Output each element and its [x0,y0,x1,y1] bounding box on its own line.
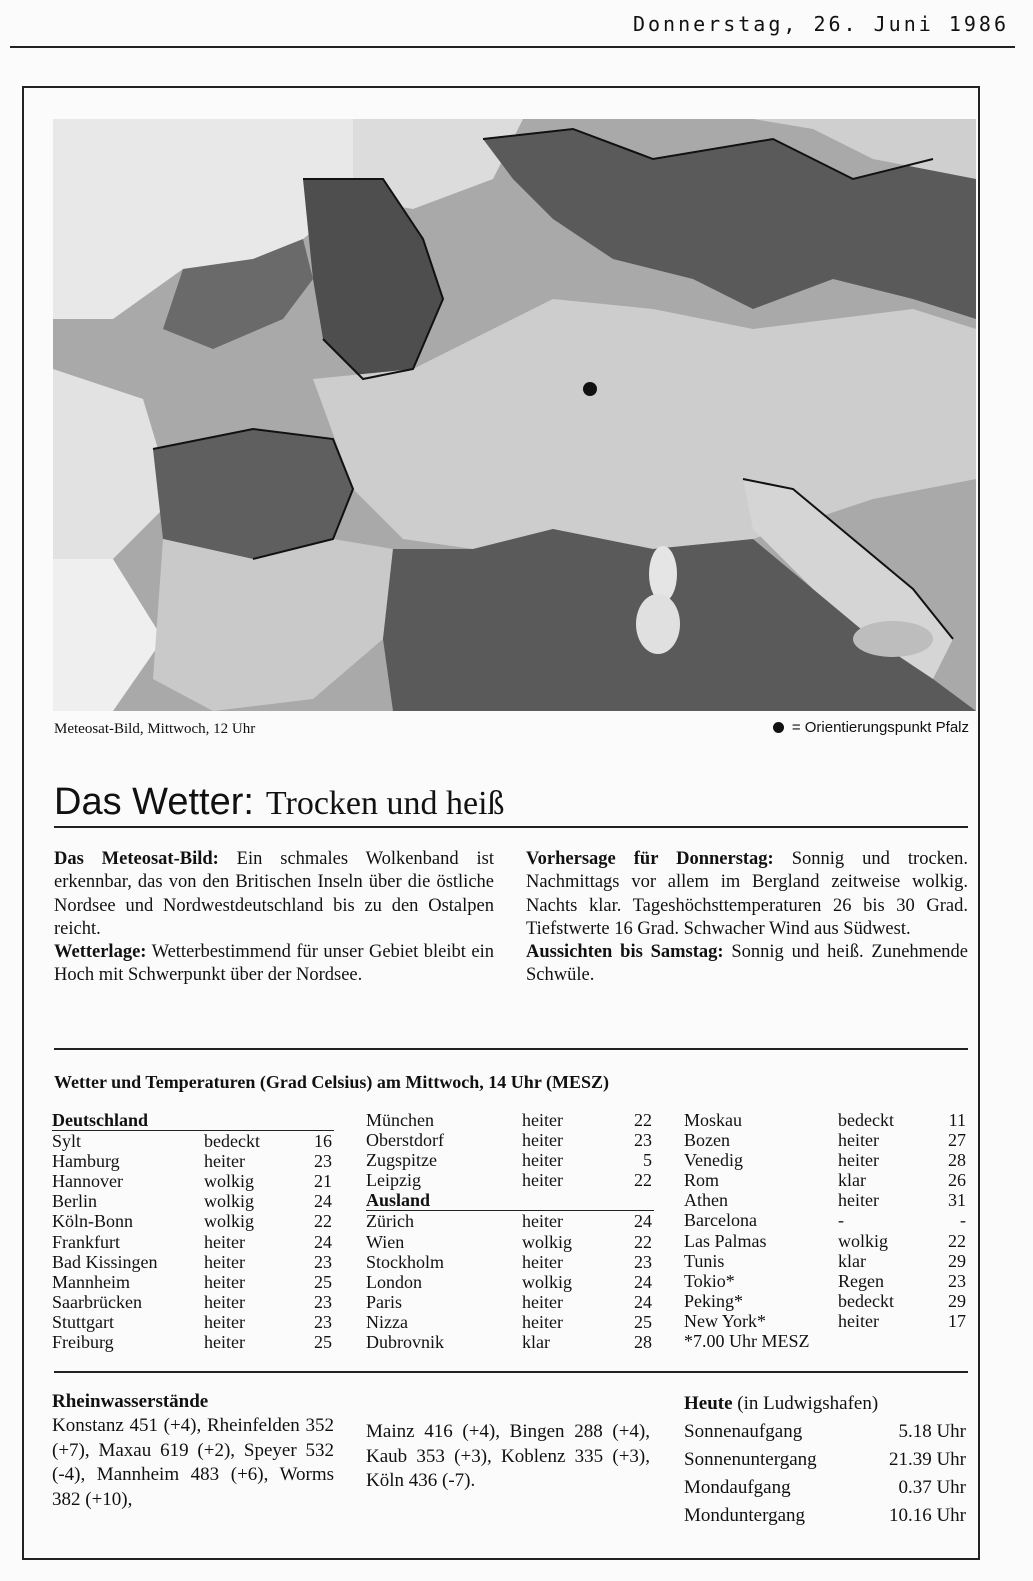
table-row [366,1312,654,1332]
table-row [366,1332,654,1352]
temperature: 22 [634,1231,652,1252]
city-name: Nizza [366,1311,408,1332]
table-row [52,1151,334,1171]
weather-condition: heiter [204,1151,245,1172]
weather-condition: klar [838,1250,866,1271]
weather-condition: heiter [204,1311,245,1332]
heute-label: Sonnenaufgang [684,1421,803,1442]
heute-time: 0.37 Uhr [898,1477,966,1498]
temperature: 25 [314,1332,332,1353]
city-name: Hannover [52,1171,123,1192]
temperature: 24 [634,1291,652,1312]
table-row [366,1150,654,1170]
table-row [366,1252,654,1272]
table-row [684,1190,968,1210]
headline-rule [54,826,968,828]
table-row [684,1291,968,1311]
temperature: 23 [314,1151,332,1172]
table-title: Wetter und Temperaturen (Grad Celsius) am Mittwoch, 14 Uhr (MESZ) [54,1072,609,1092]
temperature: - [960,1210,966,1231]
city-name: Paris [366,1291,402,1312]
wetterlage-text: Wetterbestimmend für unser Gebiet bleibt ein Hoch mit Schwerpunkt über der Nordsee. [54,942,494,986]
temperature: 22 [634,1170,652,1191]
city-name: Oberstdorf [366,1130,444,1151]
temperature: 31 [948,1190,966,1211]
weather-condition: klar [522,1332,550,1353]
weather-condition: wolkig [522,1231,573,1252]
weather-condition: heiter [522,1211,563,1232]
temperature: 25 [634,1311,652,1332]
table-row [52,1312,334,1332]
table-header [52,1110,334,1131]
table-row [684,1231,968,1251]
weather-condition: bedeckt [838,1110,894,1130]
temperature: 17 [948,1310,966,1331]
weather-condition: Regen [838,1270,884,1291]
temperature: 16 [314,1131,332,1152]
temperature: 23 [314,1311,332,1332]
heute-subtitle: (in Ludwigshafen) [737,1393,879,1414]
headline-part2: Trocken und heiß [265,785,505,822]
city-name: Bozen [684,1130,730,1151]
city-name: Wien [366,1231,405,1252]
table-row [684,1170,968,1190]
aussichten-label: Aussichten bis Samstag: [526,942,724,963]
city-name: Berlin [52,1191,97,1212]
weather-condition: klar [838,1170,866,1191]
table-row [684,1210,968,1230]
legend-text: = Orientierungspunkt Pfalz [791,719,969,736]
table-row [366,1272,654,1292]
rhein-title: Rheinwasserstände [52,1391,209,1412]
city-name: Saarbrücken [52,1291,142,1312]
city-name: London [366,1271,422,1292]
table-footnote-row [684,1331,968,1351]
table-row [52,1272,334,1292]
temperature: 23 [634,1251,652,1272]
satellite-legend [773,719,969,736]
heute-time: 10.16 Uhr [888,1505,966,1526]
temperature: 27 [948,1130,966,1151]
city-name: Moskau [684,1110,742,1130]
aussichten-text: Sonnig und heiß. Zunehmende Schwüle. [526,942,968,986]
weather-condition: heiter [522,1251,563,1272]
city-name: München [366,1110,434,1130]
temperature: 25 [314,1271,332,1292]
temperature: 5 [643,1150,652,1171]
weather-condition: wolkig [522,1271,573,1292]
table-row [52,1332,334,1352]
city-name: Frankfurt [52,1231,120,1252]
header-deutschland: Deutschland [52,1110,149,1130]
text-column-right [526,848,968,988]
table-row [684,1271,968,1291]
temperature: 24 [634,1211,652,1232]
weather-condition: bedeckt [204,1131,260,1152]
weather-condition: heiter [522,1170,563,1191]
table-row [366,1170,654,1190]
city-name: Freiburg [52,1332,114,1353]
temperature: 28 [634,1332,652,1353]
weather-condition: heiter [838,1190,879,1211]
weather-condition: - [838,1210,844,1231]
heute-title: Heute [684,1393,733,1414]
temperature: 21 [314,1171,332,1192]
table-rows [684,1110,968,1331]
temperature: 23 [948,1270,966,1291]
table-row [366,1211,654,1231]
temperature: 24 [314,1231,332,1252]
satellite-image [53,119,976,711]
temperature: 24 [314,1191,332,1212]
page-date: Donnerstag, 26. Juni 1986 [632,12,1009,36]
meteosat-label: Das Meteosat-Bild: [54,849,219,869]
heute-row [684,1504,966,1532]
table-row [52,1292,334,1312]
weather-condition: heiter [522,1110,563,1130]
header-rule [10,46,1015,48]
headline-part1: Das Wetter: [54,781,254,823]
table-row [52,1232,334,1252]
weather-condition: heiter [522,1311,563,1332]
city-name: Las Palmas [684,1230,767,1251]
weather-condition: bedeckt [838,1290,894,1311]
city-name: Athen [684,1190,728,1211]
weather-condition: heiter [204,1231,245,1252]
table-header [366,1190,654,1211]
rhein-text-right: Mainz 416 (+4), Bingen 288 (+4), Kaub 353 (+3), Koblenz 335 (+3), Köln 436 (-7). [366,1421,650,1491]
temperature: 28 [948,1150,966,1171]
satellite-map-drawing [53,119,976,711]
table-rows [52,1131,334,1352]
vorhersage-label: Vorhersage für Donnerstag: [526,849,774,869]
heute-time: 5.18 Uhr [898,1421,966,1442]
weather-condition: heiter [522,1150,563,1171]
article-headline [54,780,505,824]
city-name: Köln-Bonn [52,1211,133,1232]
city-name: Peking* [684,1290,744,1311]
weather-condition: heiter [204,1332,245,1353]
temperature: 29 [948,1250,966,1271]
table-row [52,1191,334,1211]
table-rows [366,1110,654,1190]
table-row [684,1110,968,1130]
table-col-middle [366,1110,654,1352]
weather-condition: heiter [204,1251,245,1272]
orientation-dot-icon [773,722,784,733]
header-ausland: Ausland [366,1190,431,1211]
temperature: 29 [948,1290,966,1311]
weather-condition: heiter [204,1271,245,1292]
table-col-right [684,1110,968,1351]
satellite-caption: Meteosat-Bild, Mittwoch, 12 Uhr [54,721,256,737]
table-row [684,1251,968,1271]
temperature: 22 [948,1230,966,1251]
table-row [684,1150,968,1170]
heute-title-row [684,1392,966,1420]
city-name: Tunis [684,1250,725,1271]
temperature: 23 [314,1291,332,1312]
city-name: Leipzig [366,1170,421,1191]
weather-condition: heiter [522,1291,563,1312]
temperature: 26 [948,1170,966,1191]
table-row [52,1252,334,1272]
table-row [366,1292,654,1312]
weather-condition: heiter [838,1150,879,1171]
temperature: 24 [634,1271,652,1292]
text-column-left [54,848,494,988]
temperature: 23 [314,1251,332,1272]
city-name: Dubrovnik [366,1332,444,1353]
weather-condition: wolkig [204,1171,255,1192]
heute-rows [684,1420,966,1532]
heute-row [684,1476,966,1504]
city-name: Tokio* [684,1270,735,1291]
table-row [684,1130,968,1150]
table-row [52,1131,334,1151]
heute-label: Mondaufgang [684,1477,791,1498]
city-name: Barcelona [684,1210,757,1231]
city-name: Stuttgart [52,1311,114,1332]
table-row [366,1130,654,1150]
table-row [684,1311,968,1331]
table-row [366,1110,654,1130]
heute-time: 21.39 Uhr [888,1449,966,1470]
heute-box [684,1392,966,1532]
weather-condition: heiter [522,1130,563,1151]
temperature: 23 [634,1130,652,1151]
temperature: 22 [314,1211,332,1232]
wetterlage-label: Wetterlage: [54,942,147,963]
weather-condition: wolkig [838,1230,889,1251]
city-name: Hamburg [52,1151,120,1172]
vorhersage-text: Sonnig und trocken. Nachmittags vor allem im Bergland zeitweise wolkig. Nachts klar. Tageshöchsttemperaturen 26 bis 30 Grad. Tiefstwerte 16 Grad. Schwacher Wind aus Südwest. [526,849,969,939]
heute-label: Sonnenuntergang [684,1449,817,1470]
heute-row [684,1448,966,1476]
temperature: 11 [948,1110,966,1130]
city-name: Zugspitze [366,1150,437,1171]
city-name: Venedig [684,1150,743,1171]
heute-row [684,1420,966,1448]
table-col-deutschland [52,1110,334,1352]
heute-label: Monduntergang [684,1505,806,1526]
weather-condition: wolkig [204,1191,255,1212]
weather-condition: wolkig [204,1211,255,1232]
section-rule-1 [54,1048,968,1050]
city-name: Rom [684,1170,720,1191]
rhein-text-left: Konstanz 451 (+4), Rheinfelden 352 (+7), Maxau 619 (+2), Speyer 532 (-4), Mannheim 483 (+6), Worms 382 (+10), [52,1415,334,1510]
table-rows [366,1211,654,1352]
weather-condition: heiter [838,1130,879,1151]
table-row [366,1232,654,1252]
city-name: Zürich [366,1211,414,1232]
city-name: Bad Kissingen [52,1251,158,1272]
meteosat-text: Ein schmales Wolkenband ist erkennbar, das von den Britischen Inseln über die östliche Nordsee und Nordwestdeutschland bis zu den Ostalpen reicht. [54,849,494,939]
city-name: Sylt [52,1131,82,1152]
weather-condition: heiter [204,1291,245,1312]
section-rule-2 [54,1371,968,1373]
table-row [52,1211,334,1231]
weather-condition: heiter [838,1310,879,1331]
city-name: Mannheim [52,1271,130,1292]
table-footnote: *7.00 Uhr MESZ [684,1331,810,1352]
temperature: 22 [634,1110,652,1130]
city-name: Stockholm [366,1251,445,1272]
table-row [52,1171,334,1191]
city-name: New York* [684,1310,767,1331]
